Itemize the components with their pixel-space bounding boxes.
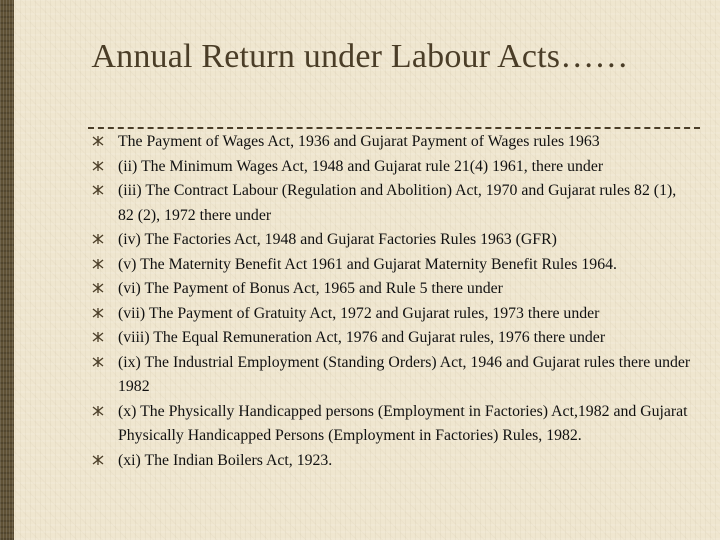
left-border-strip	[0, 0, 14, 540]
stitch-bullet-icon	[92, 282, 104, 294]
stitch-bullet-icon	[92, 405, 104, 417]
stitch-bullet-icon	[92, 135, 104, 147]
stitch-bullet-icon	[92, 233, 104, 245]
bullet-text: (iii) The Contract Labour (Regulation and Abolition) Act, 1970 and Gujarat rules 82 (1), 82 (2), 1972 there under	[118, 182, 677, 224]
bullet-item-6	[92, 277, 692, 302]
stitch-bullet-icon	[92, 331, 104, 343]
bullet-item-5	[92, 253, 692, 278]
bullet-text: (ii) The Minimum Wages Act, 1948 and Gujarat rule 21(4) 1961, there under	[118, 157, 604, 175]
stitched-divider	[88, 127, 700, 129]
bullet-item-3	[92, 179, 692, 228]
bullet-item-9	[92, 351, 692, 400]
slide-title: Annual Return under Labour Acts……	[91, 38, 629, 75]
stitch-bullet-icon	[92, 307, 104, 319]
stitch-bullet-icon	[92, 454, 104, 466]
bullet-text: (iv) The Factories Act, 1948 and Gujarat Factories Rules 1963 (GFR)	[118, 231, 557, 248]
bullet-text: The Payment of Wages Act, 1936 and Gujarat Payment of Wages rules 1963	[118, 133, 600, 150]
bullet-text: (viii) The Equal Remuneration Act, 1976 and Gujarat rules, 1976 there under	[118, 329, 606, 346]
bullet-text: (vi) The Payment of Bonus Act, 1965 and Rule 5 there under	[118, 280, 503, 297]
bullet-text: (vii) The Payment of Gratuity Act, 1972 and Gujarat rules, 1973 there under	[118, 304, 600, 322]
stitch-bullet-icon	[92, 356, 104, 368]
bullet-text: (v) The Maternity Benefit Act 1961 and Gujarat Maternity Benefit Rules 1964.	[118, 255, 617, 273]
bullet-text: (x) The Physically Handicapped persons (Employment in Factories) Act,1982 and Gujarat Physically Handicapped Persons (Employment in Factories) Rules, 1982.	[118, 402, 688, 444]
stitch-bullet-icon	[92, 258, 104, 270]
stitch-bullet-icon	[92, 184, 104, 196]
bullet-item-10	[92, 400, 692, 449]
bullet-item-1	[92, 130, 692, 155]
bullet-item-8	[92, 326, 692, 351]
bullet-item-11	[92, 449, 692, 474]
stitch-bullet-icon	[92, 160, 104, 172]
bullet-text: (ix) The Industrial Employment (Standing Orders) Act, 1946 and Gujarat rules there under 1982	[118, 353, 691, 395]
bullet-list	[92, 130, 692, 473]
bullet-item-2	[92, 155, 692, 180]
bullet-item-7	[92, 302, 692, 327]
bullet-item-4	[92, 228, 692, 253]
bullet-text: (xi) The Indian Boilers Act, 1923.	[118, 451, 333, 469]
